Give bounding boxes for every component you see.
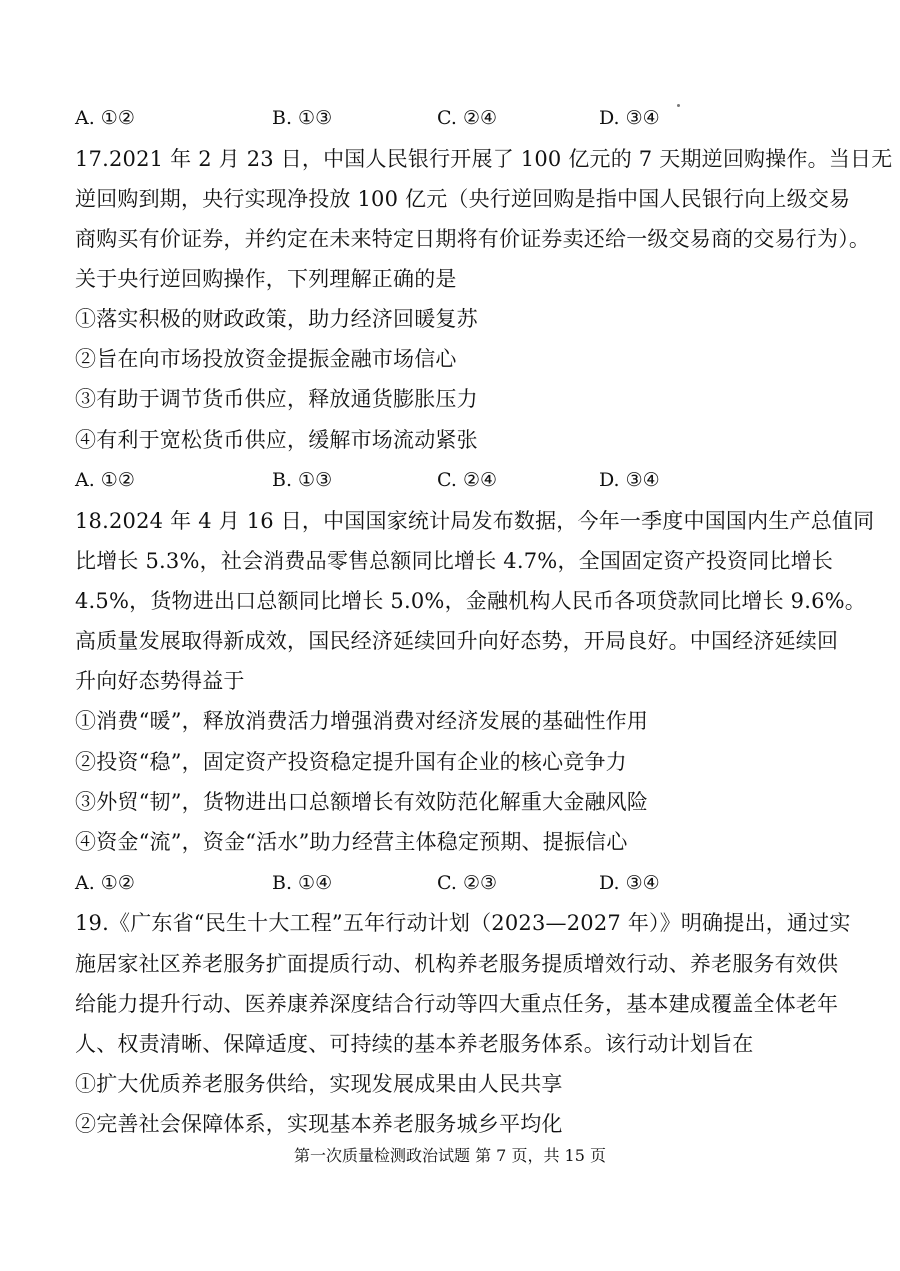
q18-item-2: ②投资“稳”，固定资产投资稳定提升国有企业的核心竞争力 xyxy=(75,750,627,774)
q18-option-a: A. ①② xyxy=(75,872,135,894)
q17-item-2: ②旨在向市场投放资金提振金融市场信心 xyxy=(75,347,457,371)
q18-option-b: B. ①④ xyxy=(272,872,333,894)
q18-stem-line-3: 4.5%，货物进出口总额同比增长 5.0%，金融机构人民币各项贷款同比增长 9.6%。 xyxy=(75,589,867,613)
q18-item-4: ④资金“流”，资金“活水”助力经营主体稳定预期、提振信心 xyxy=(75,830,628,854)
q18-option-d: D. ③④ xyxy=(599,872,660,894)
page-footer: 第一次质量检测政治试题 第 7 页，共 15 页 xyxy=(294,1146,606,1165)
q18-stem-line-1: 18.2024 年 4 月 16 日，中国国家统计局发布数据，今年一季度中国国内生产总值同 xyxy=(75,509,875,533)
q17-item-1: ①落实积极的财政政策，助力经济回暖复苏 xyxy=(75,307,478,331)
q16-option-c: C. ②④ xyxy=(437,107,498,129)
q17-stem-line-2: 逆回购到期，央行实现净投放 100 亿元（央行逆回购是指中国人民银行向上级交易 xyxy=(75,187,851,211)
q19-stem-line-4: 人、权责清晰、保障适度、可持续的基本养老服务体系。该行动计划旨在 xyxy=(75,1032,754,1056)
q17-stem-line-1: 17.2021 年 2 月 23 日，中国人民银行开展了 100 亿元的 7 天期逆回购操作。当日无 xyxy=(75,147,893,171)
q17-option-d: D. ③④ xyxy=(599,469,660,491)
scan-dot xyxy=(677,104,680,107)
q18-options xyxy=(75,868,775,898)
q16-option-d: D. ③④ xyxy=(599,107,660,129)
q17-stem-line-3: 商购买有价证券，并约定在未来特定日期将有价证券卖还给一级交易商的交易行为）。 xyxy=(75,227,871,251)
q17-stem-line-4: 关于央行逆回购操作，下列理解正确的是 xyxy=(75,267,457,291)
q19-stem-line-1: 19.《广东省“民生十大工程”五年行动计划（2023—2027 年）》明确提出，通过实 xyxy=(75,911,851,935)
q17-option-b: B. ①③ xyxy=(272,469,333,491)
q16-options xyxy=(75,103,775,133)
q18-item-3: ③外贸“韧”，货物进出口总额增长有效防范化解重大金融风险 xyxy=(75,790,649,814)
q16-option-a: A. ①② xyxy=(75,107,135,129)
q19-stem-line-3: 给能力提升行动、医养康养深度结合行动等四大重点任务，基本建成覆盖全体老年 xyxy=(75,992,839,1016)
q19-item-1: ①扩大优质养老服务供给，实现发展成果由人民共享 xyxy=(75,1072,563,1096)
q18-stem-line-4: 高质量发展取得新成效，国民经济延续回升向好态势，开局良好。中国经济延续回 xyxy=(75,629,839,653)
q18-stem-line-2: 比增长 5.3%，社会消费品零售总额同比增长 4.7%，全国固定资产投资同比增长 xyxy=(75,549,834,573)
q17-item-3: ③有助于调节货币供应，释放通货膨胀压力 xyxy=(75,387,478,411)
q17-item-4: ④有利于宽松货币供应，缓解市场流动紧张 xyxy=(75,428,478,452)
q17-options xyxy=(75,465,775,495)
q18-stem-line-5: 升向好态势得益于 xyxy=(75,669,245,693)
q19-item-2: ②完善社会保障体系，实现基本养老服务城乡平均化 xyxy=(75,1112,563,1136)
q18-item-1: ①消费“暖”，释放消费活力增强消费对经济发展的基础性作用 xyxy=(75,709,649,733)
q16-option-b: B. ①③ xyxy=(272,107,333,129)
q19-stem-line-2: 施居家社区养老服务扩面提质行动、机构养老服务提质增效行动、养老服务有效供 xyxy=(75,952,839,976)
q17-option-c: C. ②④ xyxy=(437,469,498,491)
q17-option-a: A. ①② xyxy=(75,469,135,491)
q18-option-c: C. ②③ xyxy=(437,872,498,894)
